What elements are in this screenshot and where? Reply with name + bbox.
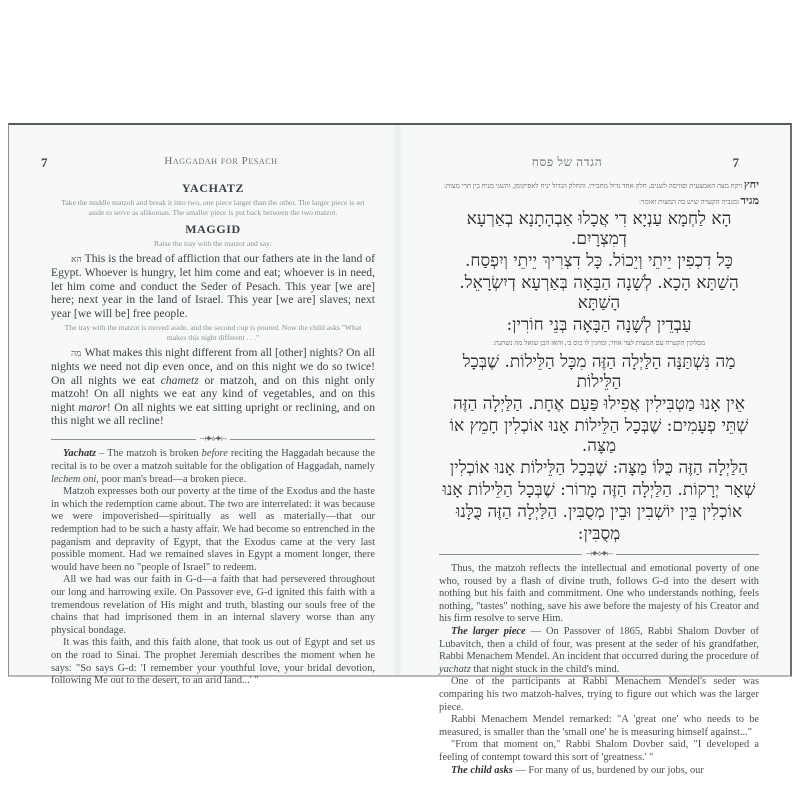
hebrew-line: הָשַׁתָּא הָכָא. לְשָׁנָה הַבָּאָה בְּאַרְעָא דְיִשְׂרָאֵל. הָשַׁתָּא	[459, 273, 739, 313]
section-title-maggid: MAGGID	[185, 222, 241, 236]
right-column	[439, 175, 759, 777]
ma-nishtana-text: ! On all nights we eat sitting upright or reclining, and on this night we all recline!	[51, 400, 375, 428]
hebrew-lead-word: הא	[71, 254, 82, 264]
commentary-paragraph	[51, 448, 375, 486]
hebrew-line: שְׁאָר יְרָקוֹת. הַלַּיְלָה הַזֶּה מָרוֹר: שֶׁבְּכָל הַלֵּילוֹת אָנוּ	[442, 480, 756, 500]
hebrew-line: עַבְדֵין לְשָׁנָה הַבָּאָה בְּנֵי חוֹרִין:	[506, 315, 692, 335]
commentary-text: reciting the Haggadah because the recital is to be over a matzoh suitable for the obligation of Haggadah, namely	[51, 448, 375, 473]
ha-lachma-hebrew	[439, 209, 759, 335]
open-book	[8, 123, 792, 776]
second-cup-hebrew-instruction: מסלקין הקערה עם המצות לצד אחר, ומוזגין לו כוס ב׳, והאז הבן שואל מה נשתנה:	[492, 339, 706, 347]
running-head	[403, 155, 791, 171]
yachatz-lead-word: יחץ	[743, 179, 759, 191]
ma-nishtana-text: or matzoh, and on this night only matzoh! On all nights we eat any kind of vegetables, and on this night	[51, 373, 375, 414]
hebrew-line: אֵין אָנוּ מַטְבִּילִין אֲפִילוּ פַּעַם אֶחָת. הַלַּיְלָה הַזֶּה	[453, 394, 745, 414]
hebrew-line: הַלַּיְלָה הַזֶּה כֻּלּוֹ מַצָּה: שֶׁבְּכָל הַלֵּילוֹת אָנוּ אוֹכְלִין	[449, 458, 749, 478]
term-maror: maror	[78, 400, 107, 414]
term-lechem-oni: lechem oni	[51, 473, 97, 485]
commentary-keyword: The larger piece	[451, 625, 526, 637]
term-before: before	[201, 448, 228, 460]
commentary-paragraph: It was this faith, and this faith alone, that took us out of Egypt and set us on the road to Sinai. The prophet Jeremiah describes the moment when he says: "So says G-d: 'I remember your youthful love, your bridal devotion, following Me out to the desert, to an arid land...' "	[51, 637, 375, 687]
commentary-paragraph: One of the participants at Rabbi Menachem Mendel's seder was comparing his two matzoh-halves, trying to figure out which was the larger piece.	[439, 676, 759, 713]
second-cup-instruction: The tray with the matzot is moved aside, and the second cup is poured. Now the child asks "What makes this night different . . ."	[64, 323, 362, 343]
yachatz-hebrew-instruction	[439, 181, 759, 191]
ma-nishtana-text: What makes this night different from all [other] nights? On all nights we need not dip even once, and on this night we do so twice! On all nights we eat	[51, 346, 375, 387]
yachatz-instruction: Take the middle matzoh and break it into two, one piece larger than the other. The larger piece is set aside to serve as afikoman. The smaller piece is put back between the two matzot.	[61, 198, 365, 217]
page-number: 7	[732, 155, 739, 170]
left-column	[51, 177, 375, 688]
hebrew-line: אוֹכְלִין בֵּין יוֹשְׁבִין וּבֵין מְסֻבִּין. הַלַּיְלָה הַזֶּה כֻּלָּנוּ	[455, 502, 743, 522]
hebrew-line: שְׁתֵּי פְעָמִים: שֶׁבְּכָל הַלֵּילוֹת אָנוּ אוֹכְלִין חָמֵץ אוֹ מַצָּה.	[449, 416, 749, 456]
ha-lachma-text: This is the bread of affliction that our fathers ate in the land of Egypt. Whoever is hungry, let him come and eat; whoever is in need, let him come and conduct the Seder of Pesach. This year [we are] here; next year in the land of Israel. This year [we are] slaves; next year [we will be] free people.	[51, 252, 375, 320]
running-head	[9, 155, 393, 171]
maggid-instruction: Raise the tray with the matzot and say:	[154, 239, 272, 248]
section-title-yachatz: YACHATZ	[181, 181, 245, 195]
commentary-paragraph: Matzoh expresses both our poverty at the time of the Exodus and the haste in which the redemption came about. The two are interrelated: it was because we were impoverished—spiritually as well as materially—that our redemption had to be such a hasty affair. We had become so entrenched in the paganism and depravity of Egypt, that the Exodus came at the very last possible moment. Had we remained slaves in Egypt a moment longer, there would have been no "people of Israel" to redeem.	[51, 486, 375, 573]
commentary-paragraph	[439, 626, 759, 676]
term-yachatz: yachatz	[439, 663, 471, 675]
commentary-paragraph	[439, 765, 759, 778]
commentary-keyword: The child asks	[451, 764, 513, 776]
instruction-text: ומגביה הקערה שיש בה המצות ואומר:	[639, 198, 739, 206]
instruction-text: ויקח מצה האמצעית ופורסה לשנים, חלק אחד גדול מחבירו, והחלק הגדול יניח לאפיקומן, והשני מניח בין תרי מצות:	[443, 182, 743, 190]
hebrew-line: מְסֻבִּין:	[577, 524, 621, 544]
divider-ornament-icon: ⟞✦⟡✦⟝	[582, 549, 616, 559]
divider-ornament-icon: ⟞✦⟡✦⟝	[196, 434, 230, 444]
commentary-text: — On Passover of 1865, Rabbi Shalom Dovber of Lubavitch, then a child of four, was present at the seder of his grandfather, Rabbi Menachem Mendel. An incident that occurred during the procedure of	[439, 625, 759, 663]
commentary-text: – The matzoh is broken	[96, 448, 202, 460]
term-chametz: chametz	[160, 373, 199, 387]
ornamental-divider	[439, 546, 759, 558]
commentary-text: — For many of us, burdened by our jobs, our	[512, 764, 704, 776]
commentary-paragraph: "From that moment on," Rabbi Shalom Dovber said, "I developed a feeling of contempt toward this sort of 'greatness.' "	[439, 739, 759, 763]
ma-nishtana-hebrew	[439, 352, 759, 544]
ha-lachma-paragraph	[51, 252, 375, 320]
commentary-paragraph: Thus, the matzoh reflects the intellectual and emotional poverty of one who, roused by a flash of divine truth, follows G-d into the desert with nothing but his faith and commitment. One who understands nothing, feels nothing, "tastes" nothing, save his awe before the majesty of his Creator and his firm resolve to serve Him.	[439, 563, 759, 625]
ma-nishtana-paragraph	[51, 346, 375, 427]
left-page	[9, 125, 393, 687]
hebrew-lead-word: מה	[71, 348, 82, 359]
running-head-title: הגדה של פסח	[531, 155, 603, 169]
hebrew-line: מַה נִּשְׁתַּנָּה הַלַּיְלָה הַזֶּה מִכָּל הַלֵּילוֹת. שֶׁבְּכָל הַלֵּילוֹת	[462, 352, 736, 392]
commentary-paragraph: Rabbi Menachem Mendel remarked: "A 'great one' who needs to be measured, is smaller than the 'small one' he is measuring himself against..."	[439, 714, 759, 738]
page-number: 7	[41, 155, 48, 170]
commentary-keyword: Yachatz	[63, 448, 97, 460]
book-spine	[393, 125, 403, 675]
commentary-text: , poor man's bread—a broken piece.	[96, 473, 247, 485]
hebrew-line: כָּל דִכְפִין יֵיתֵי וְיֵכוֹל. כָּל דִצְרִיךְ יֵיתֵי וְיִפְסַח.	[465, 251, 733, 271]
commentary-text: that night stuck in the child's mind.	[470, 663, 620, 675]
maggid-lead-word: מגיד	[740, 195, 759, 207]
commentary-paragraph: All we had was our faith in G-d—a faith that had persevered throughout our long and harrowing exile. On Passover eve, G-d ignited this faith with a tremendous revelation of His might and truth, blasting our souls free of the chains that had imprisoned them in an internal slavery worse than any physical bondage.	[51, 574, 375, 636]
maggid-hebrew-instruction	[439, 197, 759, 207]
hebrew-line: הָא לַחְמָא עַנְיָא דִי אֲכָלוּ אַבְהָתָנָא בְאַרְעָא דְמִצְרָיִם.	[466, 209, 732, 249]
running-head-title: Haggadah for Pesach	[164, 155, 278, 167]
right-page	[403, 125, 791, 776]
ornamental-divider	[51, 431, 375, 444]
